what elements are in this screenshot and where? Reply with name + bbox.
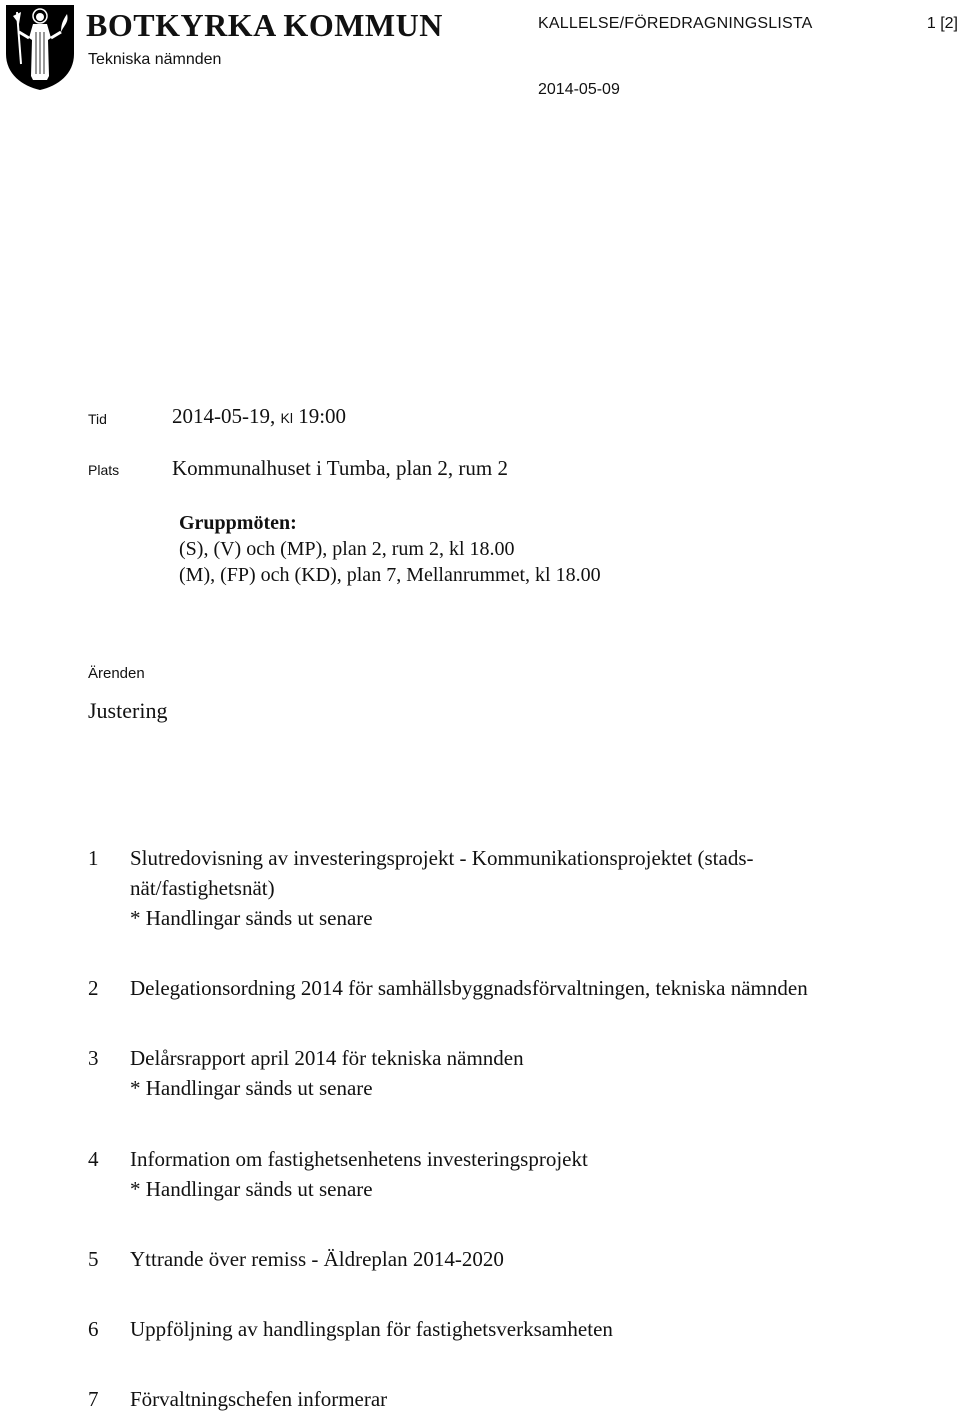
meeting-date: 2014-05-19, <box>172 404 276 428</box>
agenda-item-text <box>130 1314 948 1344</box>
agenda-item <box>88 1244 948 1274</box>
agenda-item-number: 3 <box>88 1046 99 1070</box>
agenda-list <box>88 843 948 1414</box>
agenda-item <box>88 1144 948 1204</box>
agenda-item-text <box>130 1144 948 1204</box>
page-number: 1 [2] <box>926 15 958 32</box>
org-name: BOTKYRKA KOMMUN <box>86 7 443 43</box>
kl-label: Kl <box>280 410 293 426</box>
agenda-item-line: nät/fastighetsnät) <box>130 876 275 900</box>
agenda-item <box>88 1384 948 1414</box>
botkyrka-coat-of-arms-logo <box>3 2 77 92</box>
agenda-item-line: Delegationsordning 2014 för samhällsbyggnadsförvaltningen, tekniska nämnden <box>130 976 808 1000</box>
agenda-item-number: 4 <box>88 1147 99 1171</box>
agenda-item <box>88 973 948 1003</box>
agenda-item-line: * Handlingar sänds ut senare <box>130 1076 373 1100</box>
group-meeting-line: (S), (V) och (MP), plan 2, rum 2, kl 18.00 <box>179 538 515 560</box>
committee-name: Tekniska nämnden <box>88 51 222 68</box>
agenda-item-text <box>130 1384 948 1414</box>
group-meeting-line: (M), (FP) och (KD), plan 7, Mellanrummet, kl 18.00 <box>179 564 601 586</box>
agenda-item-line: Slutredovisning av investeringsprojekt - Kommunikationsprojektet (stads- <box>130 846 754 870</box>
agenda-item <box>88 843 948 933</box>
agenda-item-line: Yttrande över remiss - Äldreplan 2014-2020 <box>130 1247 504 1271</box>
agenda-item-number: 2 <box>88 976 99 1000</box>
agenda-item-line: * Handlingar sänds ut senare <box>130 1177 373 1201</box>
place-label: Plats <box>88 462 120 478</box>
justering-heading: Justering <box>88 698 168 723</box>
meeting-time <box>172 403 346 431</box>
agenda-item-line: Uppföljning av handlingsplan för fastighetsverksamheten <box>130 1317 613 1341</box>
document-date: 2014-05-09 <box>538 81 620 98</box>
meeting-place: Kommunalhuset i Tumba, plan 2, rum 2 <box>172 456 508 480</box>
agenda-item <box>88 1314 948 1344</box>
agenda-item <box>88 1043 948 1103</box>
time-label: Tid <box>88 411 107 427</box>
agenda-item-text <box>130 1244 948 1274</box>
agenda-item-text <box>130 973 948 1003</box>
meeting-clock: 19:00 <box>298 404 347 428</box>
arenden-label: Ärenden <box>88 665 145 682</box>
agenda-item-line: Förvaltningschefen informerar <box>130 1387 388 1411</box>
group-meetings-title: Gruppmöten: <box>179 512 297 534</box>
agenda-item-number: 6 <box>88 1317 99 1341</box>
agenda-item-number: 5 <box>88 1247 99 1271</box>
agenda-item-text <box>130 1043 948 1103</box>
document-type: KALLELSE/FÖREDRAGNINGSLISTA <box>538 15 813 32</box>
agenda-item-line: Delårsrapport april 2014 för tekniska nämnden <box>130 1046 524 1070</box>
agenda-item-line: Information om fastighetsenhetens investeringsprojekt <box>130 1147 588 1171</box>
agenda-item-number: 7 <box>88 1387 99 1411</box>
agenda-item-number: 1 <box>88 846 99 870</box>
group-meetings <box>179 510 601 588</box>
agenda-item-text <box>130 843 948 933</box>
agenda-item-line: * Handlingar sänds ut senare <box>130 906 373 930</box>
